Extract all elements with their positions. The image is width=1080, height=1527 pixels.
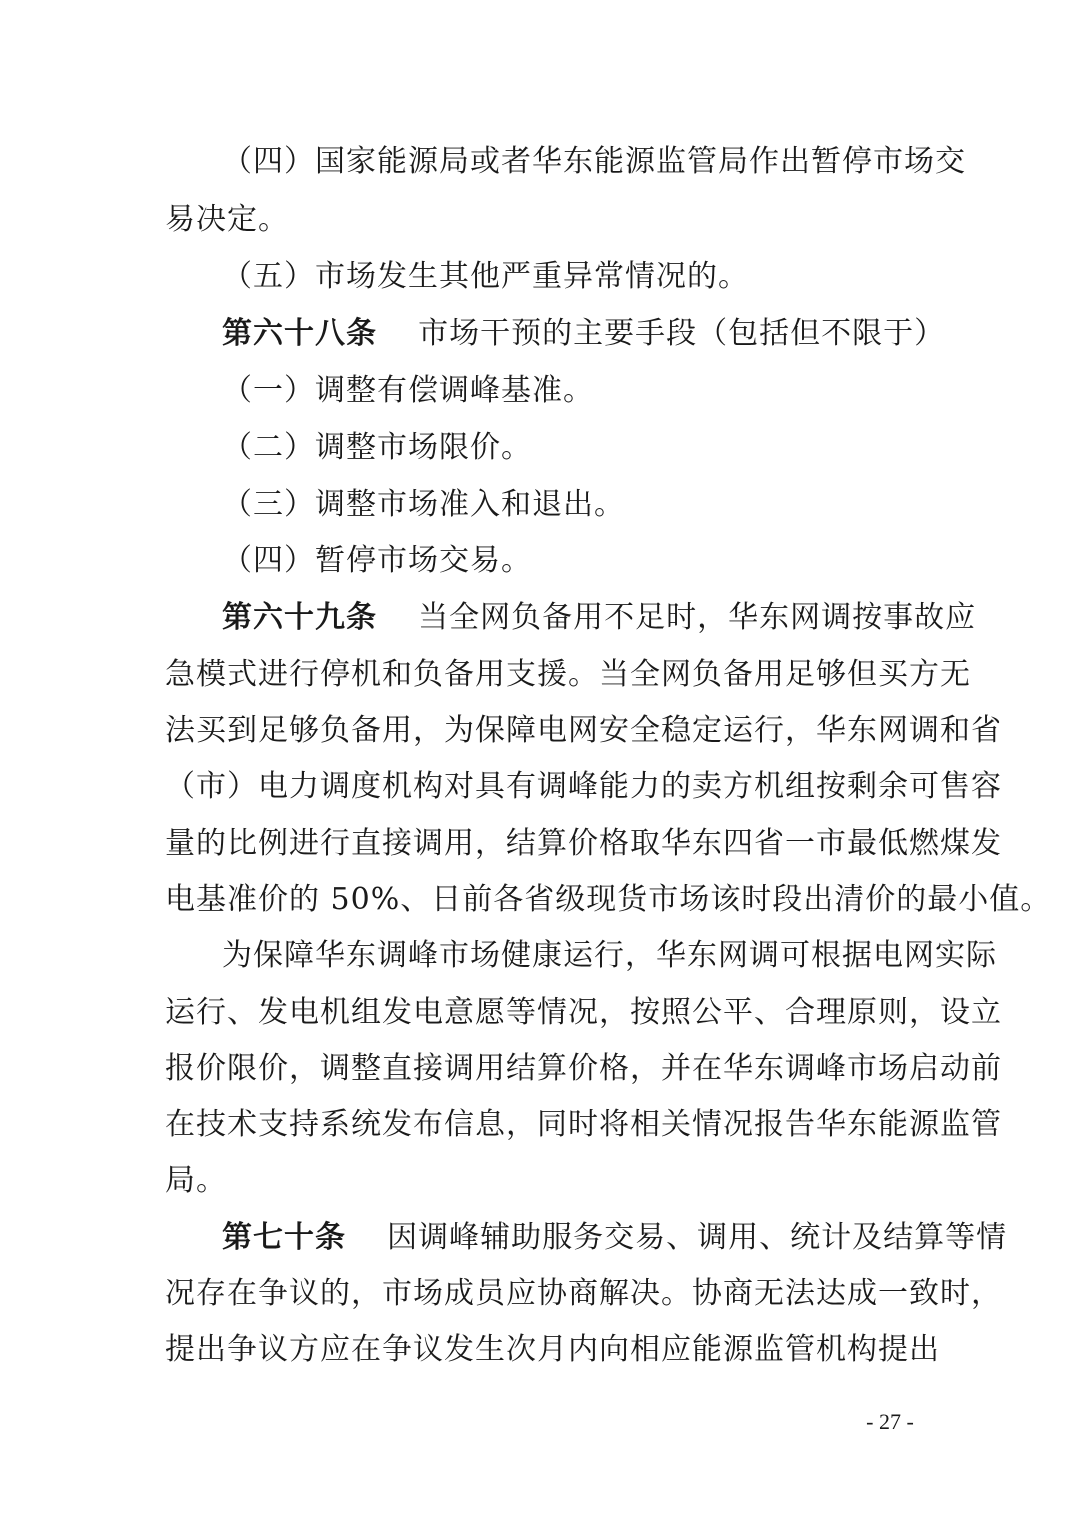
text-line: 况存在争议的，市场成员应协商解决。协商无法达成一致时， [165,1276,1002,1311]
text-line: 报价限价，调整直接调用结算价格，并在华东调峰市场启动前 [165,1051,1002,1086]
text-line: （四）国家能源局或者华东能源监管局作出暂停市场交 [222,144,966,179]
text-line: （四）暂停市场交易。 [222,543,532,578]
text-line: （二）调整市场限价。 [222,430,532,465]
article-number: 第六十九条 [222,600,377,635]
text-line: 法买到足够负备用，为保障电网安全稳定运行，华东网调和省 [165,713,1002,748]
article-number: 第六十八条 [222,316,377,351]
article-68-heading: 第六十八条 市场干预的主要手段（包括但不限于） [222,316,946,351]
article-70-heading: 第七十条 因调峰辅助服务交易、调用、统计及结算等情 [222,1220,1008,1255]
text-line: （一）调整有偿调峰基准。 [222,373,594,408]
article-number: 第七十条 [222,1220,346,1255]
text-line: （三）调整市场准入和退出。 [222,487,625,522]
page-number: - 27 - [866,1409,914,1434]
text-line: （五）市场发生其他严重异常情况的。 [222,259,749,294]
text-line: 易决定。 [165,202,289,237]
text-line: 局。 [165,1163,227,1198]
text-line: 急模式进行停机和负备用支援。当全网负备用足够但买方无 [165,657,971,692]
text-line: 提出争议方应在争议发生次月内向相应能源监管机构提出 [165,1332,940,1367]
text-line: 为保障华东调峰市场健康运行，华东网调可根据电网实际 [222,938,997,973]
text-line: 在技术支持系统发布信息，同时将相关情况报告华东能源监管 [165,1107,1002,1142]
text-line: 量的比例进行直接调用，结算价格取华东四省一市最低燃煤发 [165,826,1002,861]
text-line: （市）电力调度机构对具有调峰能力的卖方机组按剩余可售容 [165,769,1002,804]
article-69-heading: 第六十九条 当全网负备用不足时，华东网调按事故应 [222,600,977,635]
text-line: 电基准价的 50%、日前各省级现货市场该时段出清价的最小值。 [165,882,1052,917]
text-line: 运行、发电机组发电意愿等情况，按照公平、合理原则，设立 [165,995,1002,1030]
